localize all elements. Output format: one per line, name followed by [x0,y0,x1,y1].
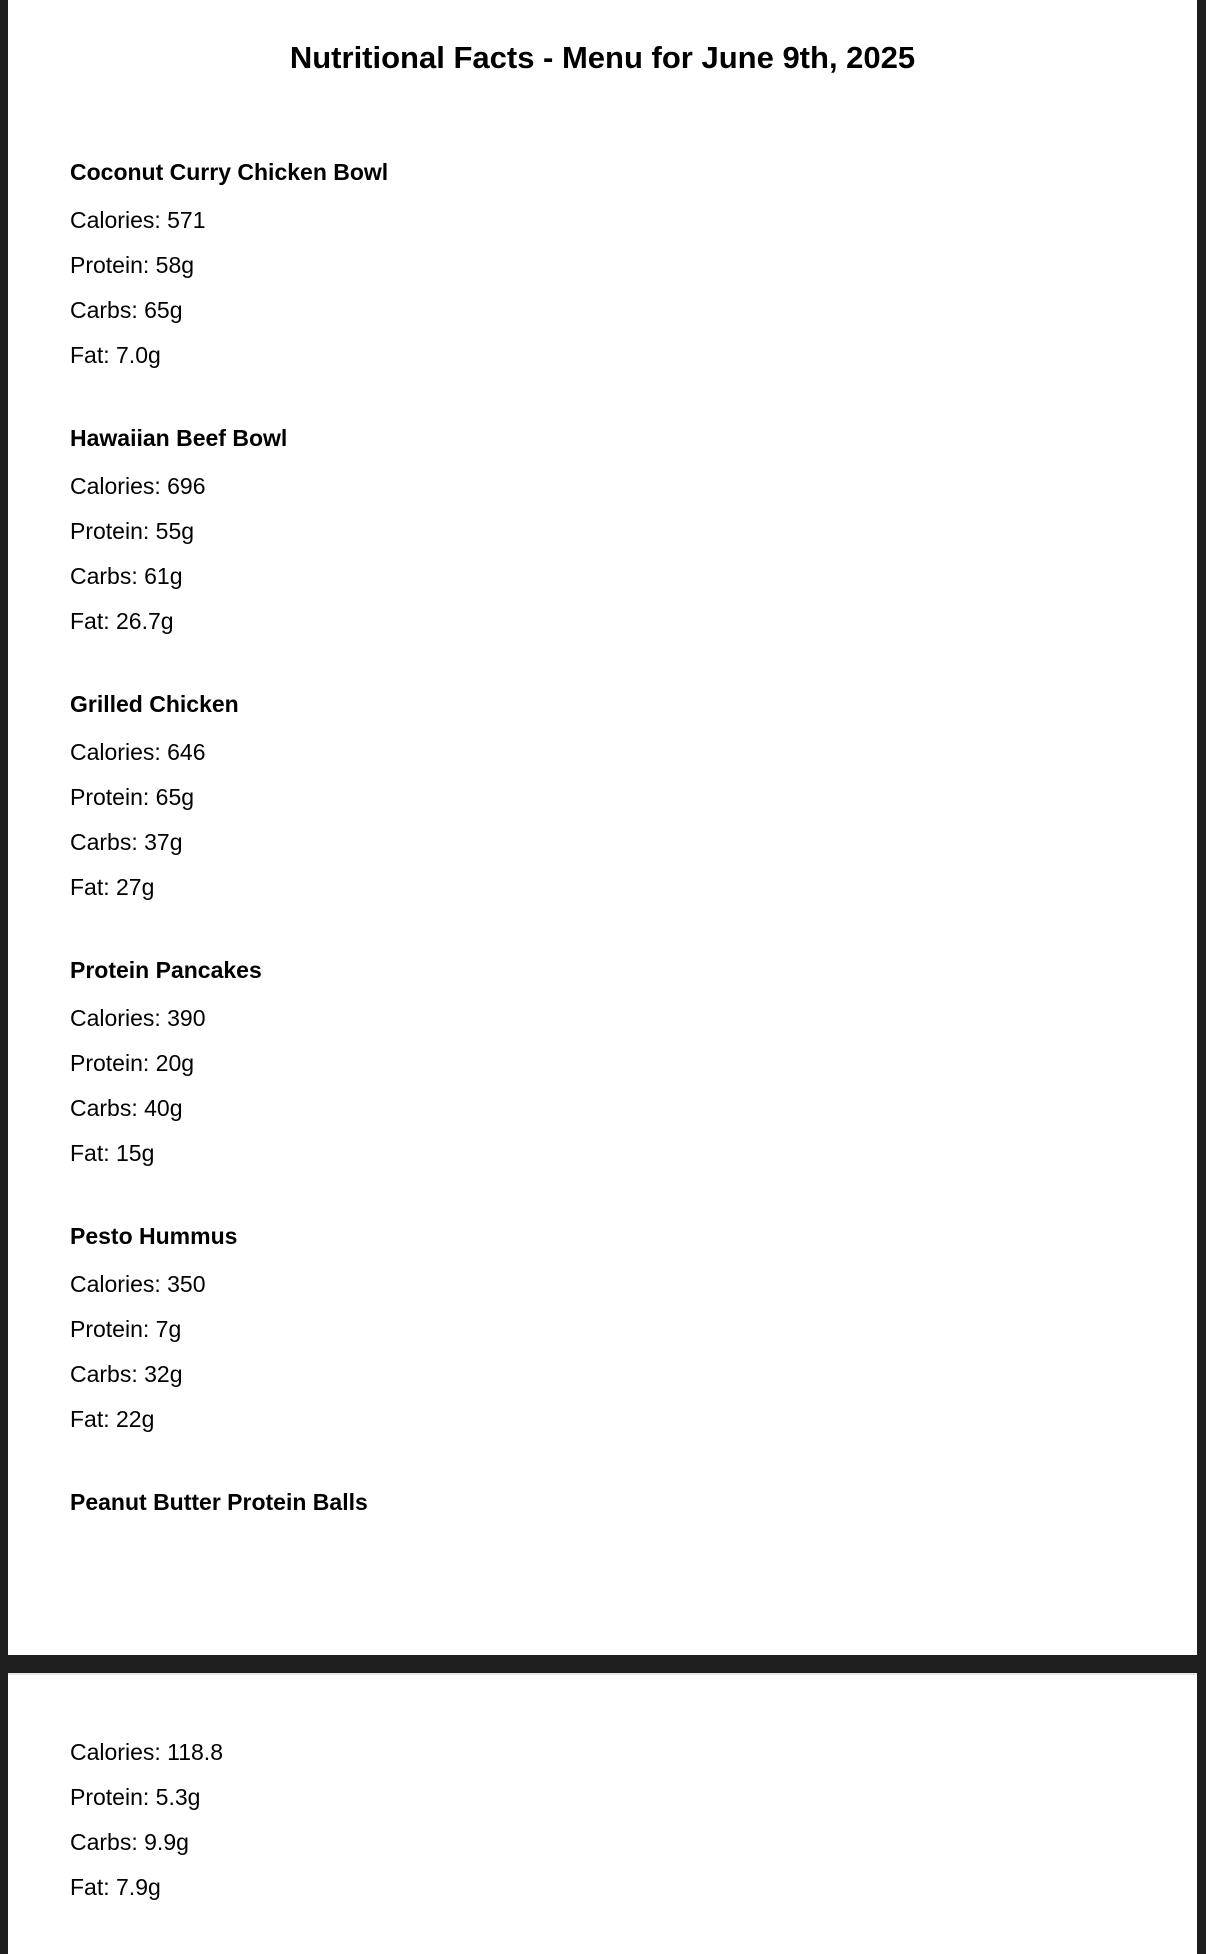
document-page-2 [8,1673,1197,1954]
calories-value: Calories: 350 [70,1271,206,1297]
menu-item [70,1210,1157,1476]
carbs-value: Carbs: 40g [70,1095,183,1121]
carbs-value: Carbs: 9.9g [70,1829,189,1855]
calories-value: Calories: 118.8 [70,1739,223,1765]
page-divider [8,1673,1197,1675]
fat-value: Fat: 7.0g [70,342,161,368]
protein-value: Protein: 55g [70,518,195,544]
calories-value: Calories: 646 [70,739,206,765]
menu-item-name: Peanut Butter Protein Balls [70,1489,368,1515]
fat-value: Fat: 7.9g [70,1874,161,1900]
menu-item-name: Grilled Chicken [70,691,239,717]
menu-item-continued [70,1730,223,1910]
menu-item [70,146,1157,412]
calories-value: Calories: 571 [70,207,206,233]
menu-item-name: Protein Pancakes [70,957,262,983]
protein-value: Protein: 7g [70,1316,182,1342]
fat-value: Fat: 22g [70,1406,155,1432]
menu-item-list [70,146,1157,1742]
carbs-value: Carbs: 65g [70,297,183,323]
fat-value: Fat: 27g [70,874,155,900]
protein-value: Protein: 65g [70,784,195,810]
protein-value: Protein: 5.3g [70,1784,201,1810]
calories-value: Calories: 390 [70,1005,206,1031]
carbs-value: Carbs: 37g [70,829,183,855]
carbs-value: Carbs: 61g [70,563,183,589]
calories-value: Calories: 696 [70,473,206,499]
menu-item-name: Pesto Hummus [70,1223,238,1249]
document-page-1 [8,0,1197,1655]
protein-value: Protein: 58g [70,252,195,278]
menu-item-name: Coconut Curry Chicken Bowl [70,159,389,185]
page-title: Nutritional Facts - Menu for June 9th, 2025 [289,40,916,75]
menu-item-name: Hawaiian Beef Bowl [70,425,288,451]
protein-value: Protein: 20g [70,1050,195,1076]
menu-item [70,944,1157,1210]
menu-item [70,678,1157,944]
carbs-value: Carbs: 32g [70,1361,183,1387]
menu-item [70,412,1157,678]
fat-value: Fat: 26.7g [70,608,174,634]
fat-value: Fat: 15g [70,1140,155,1166]
